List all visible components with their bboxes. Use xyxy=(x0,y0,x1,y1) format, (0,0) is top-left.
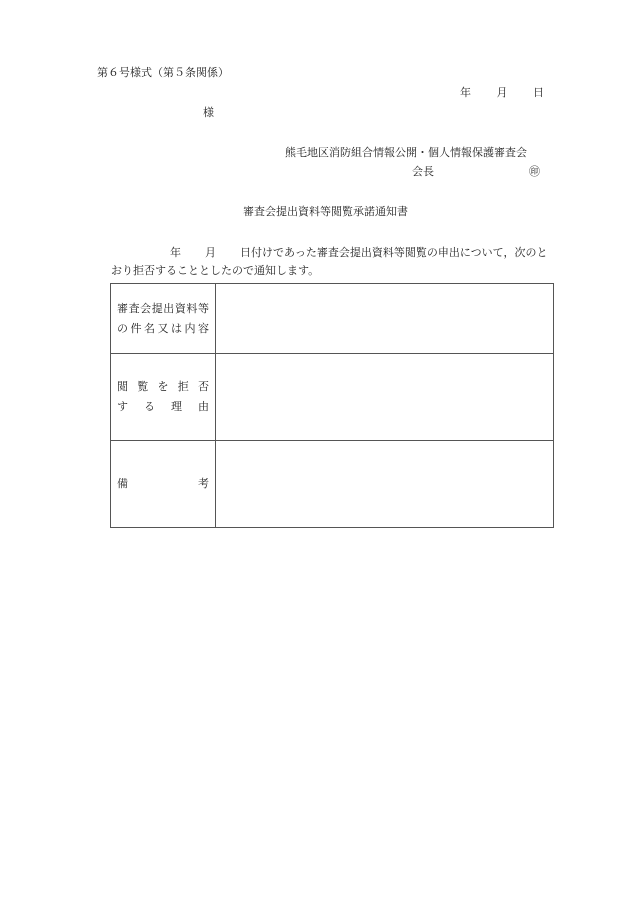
body-year: 年 xyxy=(170,246,181,259)
body-line-2: おり拒否することとしたので通知します。 xyxy=(111,264,320,277)
date-year: 年 xyxy=(460,86,471,99)
value-cell-reason[interactable] xyxy=(216,354,554,441)
value-cell-subject[interactable] xyxy=(216,284,554,354)
table-row xyxy=(111,441,554,528)
document-title: 審査会提出資料等閲覧承諾通知書 xyxy=(243,205,408,218)
value-cell-remarks[interactable] xyxy=(216,441,554,528)
body-line-1 xyxy=(170,246,547,260)
date-line xyxy=(460,86,544,100)
date-day: 日 xyxy=(533,86,544,99)
body-month: 月 xyxy=(205,246,216,259)
label-cell-remarks xyxy=(111,441,216,528)
label-line: する理由 xyxy=(117,400,209,413)
date-month: 月 xyxy=(496,86,508,99)
label-line: 閲覧を拒否 xyxy=(117,380,209,393)
label-cell-subject xyxy=(111,284,216,354)
addressee-suffix: 様 xyxy=(203,106,214,119)
form-number: 第６号様式（第５条関係） xyxy=(97,66,229,79)
notice-table xyxy=(110,283,554,528)
table-row xyxy=(111,284,554,354)
seal-mark: ㊞ xyxy=(529,165,540,178)
table-row xyxy=(111,354,554,441)
label-line: の件名又は内容 xyxy=(117,321,209,335)
body-line1-rest: 日付けであった審査会提出資料等閲覧の申出について，次のと xyxy=(240,246,548,259)
label-line: 審査会提出資料等 xyxy=(117,301,209,315)
label-cell-reason xyxy=(111,354,216,441)
sender-title: 会長 xyxy=(412,165,434,178)
label-line: 備考 xyxy=(117,477,209,490)
sender-organization: 熊毛地区消防組合情報公開・個人情報保護審査会 xyxy=(285,146,527,159)
